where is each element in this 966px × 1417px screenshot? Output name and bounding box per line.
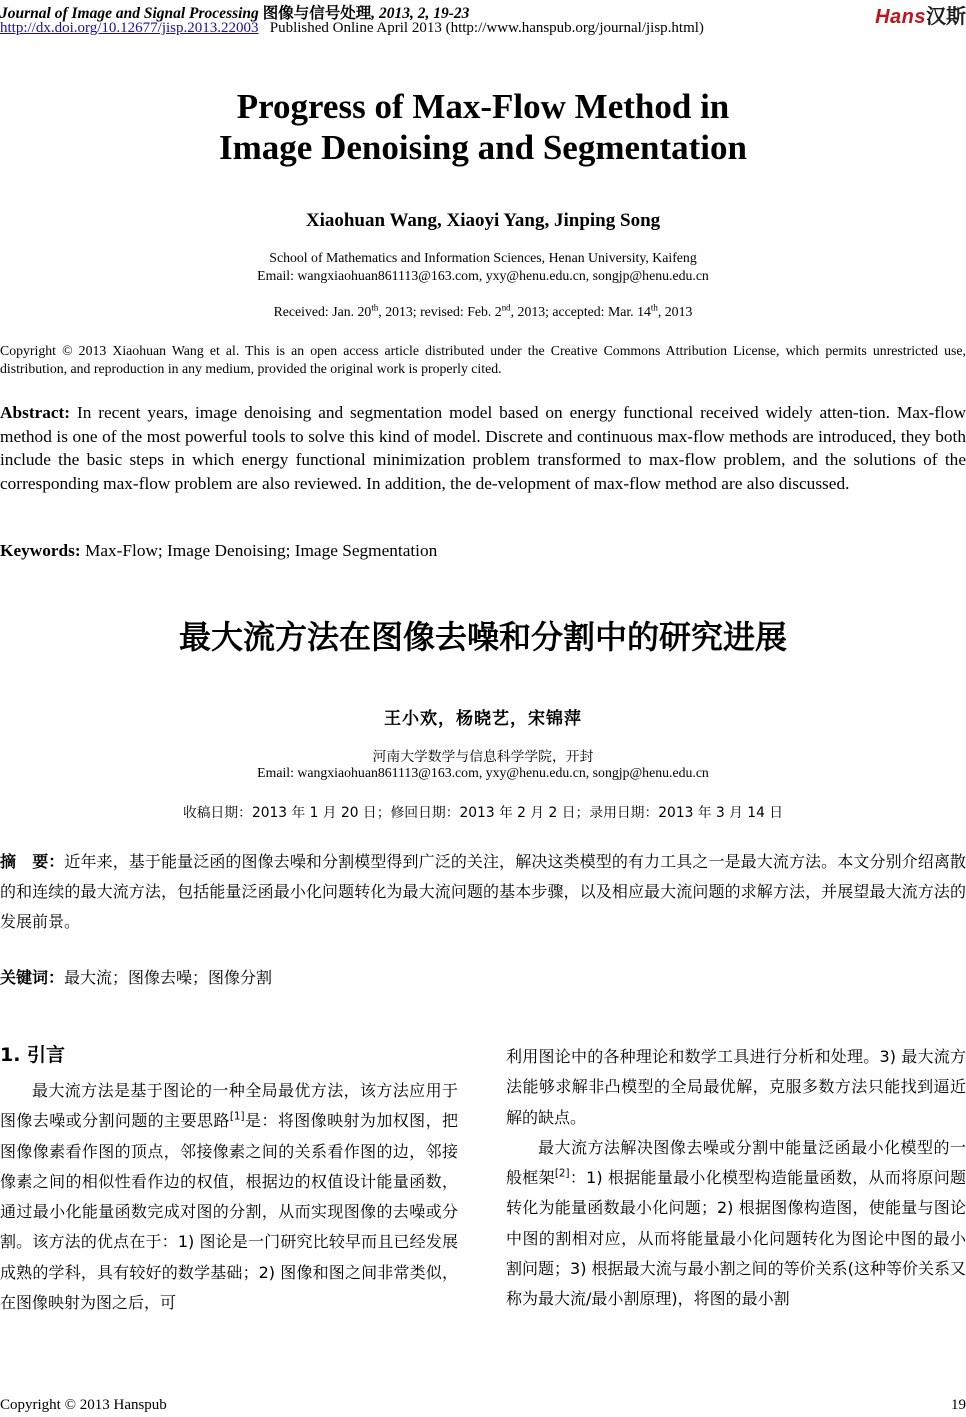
paragraph — [0, 1076, 458, 1318]
email-en: Email: wangxiaohuan861113@163.com, yxy@henu.edu.cn, songjp@henu.edu.cn — [257, 268, 709, 283]
affiliation-cn: 河南大学数学与信息科学学院，开封 — [372, 749, 594, 765]
email-cn: Email: wangxiaohuan861113@163.com, yxy@henu.edu.cn, songjp@henu.edu.cn — [257, 765, 709, 780]
accepted-sup: th — [650, 302, 658, 313]
keywords-cn — [0, 965, 272, 988]
keywords-label-en: Keywords: — [0, 541, 81, 560]
published-online: Published Online April 2013 (http://www.hanspub.org/journal/jisp.html) — [269, 20, 704, 36]
title-line-2: Image Denoising and Segmentation — [219, 128, 747, 167]
doi-link[interactable]: http://dx.doi.org/10.12677/jisp.2013.22003 — [0, 20, 259, 36]
body-column-right — [506, 1042, 966, 1315]
dates-tail: , 2013 — [657, 304, 693, 319]
keywords-text-en: Max-Flow; Image Denoising; Image Segmentation — [84, 541, 438, 560]
body-column-left — [0, 1076, 458, 1318]
paper-title-cn: 最大流方法在图像去噪和分割中的研究进展 — [178, 618, 787, 656]
paragraph-text: ：1) 根据能量最小化模型构造能量函数，从而将原问题转化为能量函数最小化问题；2) 根据图像构造图，使能量与图论中图的割相对应，从而将能量最小化问题转化为图论中图的最小割问题；3) 根据最大流与最小割之间的等价关系(这种等价关系又称为最大流/最小割原理)，将图的最小割 — [506, 1168, 966, 1309]
received-sup: th — [371, 302, 379, 313]
keywords-en — [0, 541, 437, 561]
paragraph-text: 是：将图像映射为加权图，把图像像素看作图的顶点，邻接像素之间的关系看作图的边，邻接像素之间的相似性看作边的权值，根据边的权值设计能量函数，通过最小化能量函数完成对图的分割，从而实现图像的去噪或分割。该方法的优点在于：1) 图论是一门研究比较早而且已经发展成熟的学科，具有较好的数学基础；2) 图像和图之间非常类似，在图像映射为图之后，可 — [0, 1111, 458, 1313]
page-number: 19 — [951, 1397, 966, 1413]
abstract-text-cn: 近年来，基于能量泛函的图像去噪和分割模型得到广泛的关注，解决这类模型的有力工具之一是最大流方法。本文分别介绍离散的和连续的最大流方法，包括能量泛函最小化问题转化为最大流问题的基本步骤，以及相应最大流问题的求解方法，并展望最大流方法的发展前景。 — [0, 852, 966, 931]
journal-name-cn: 图像与信号处理 — [262, 4, 372, 22]
abstract-label-cn: 摘 要： — [0, 852, 65, 871]
paragraph — [506, 1133, 966, 1315]
affiliation-en: School of Mathematics and Information Sciences, Henan University, Kaifeng — [269, 250, 697, 265]
paragraph: 利用图论中的各种理论和数学工具进行分析和处理。3) 最大流方法能够求解非凸模型的全局最优解，克服多数方法只能找到逼近解的缺点。 — [506, 1047, 966, 1127]
reference-2[interactable]: [2] — [554, 1167, 570, 1180]
logo-cn-text: 汉斯 — [926, 4, 966, 28]
dates-cn: 收稿日期：2013 年 1 月 20 日；修回日期：2013 年 2 月 2 日；录用日期：2013 年 3 月 14 日 — [182, 805, 784, 821]
hans-logo — [875, 0, 966, 29]
authors-en: Xiaohuan Wang, Xiaoyi Yang, Jinping Song — [305, 210, 661, 231]
abstract-text-en: In recent years, image denoising and segmentation model based on energy functional received widely atten-tion. Max-flow method is one of the most powerful tools to solve this kind of model. Discrete and continuous max-flow methods are introduced, they both include the basic steps in which energy functional minimization problem transformed to max-flow problem, and the solutions of the corresponding max-flow problem are also reviewed. In addition, the de-velopment of max-flow method are also discussed. — [0, 403, 966, 493]
abstract-cn — [0, 847, 966, 937]
copyright-notice: Copyright © 2013 Xiaohuan Wang et al. This is an open access article distributed under the Creative Commons Attribution License, which permits unrestricted use, distribution, and reproduction in any medium, provided the original work is properly cited. — [0, 343, 966, 376]
paragraph-text: 最大流方法是基于图论的一种全局最优方法，该方法应用于图像去噪或分割问题的主要思路 — [0, 1081, 458, 1131]
accepted-date: , 2013; accepted: Mar. 14 — [510, 304, 651, 319]
dates-en — [0, 304, 966, 320]
reference-1[interactable]: [1] — [229, 1110, 245, 1123]
title-line-1: Progress of Max-Flow Method in — [236, 87, 730, 126]
authors-cn: 王小欢，杨晓艺，宋锦萍 — [384, 709, 582, 729]
received-date: Received: Jan. 20 — [273, 304, 372, 319]
revised-sup: nd — [501, 302, 511, 313]
journal-citation: , 2013, 2, 19-23 — [371, 5, 470, 22]
section-heading-introduction: 1. 引言 — [0, 1044, 66, 1066]
revised-date: , 2013; revised: Feb. 2 — [378, 304, 502, 319]
keywords-label-cn: 关键词： — [0, 968, 65, 987]
paragraph-text: 最大流方法解决图像去噪或分割中能量泛函最小化模型的一般框架 — [506, 1137, 966, 1188]
abstract-en — [0, 401, 966, 495]
footer-copyright: Copyright © 2013 Hanspub — [0, 1397, 167, 1413]
doi-line — [0, 20, 704, 37]
journal-name-en: Journal of Image and Signal Processing — [0, 5, 259, 22]
logo-hans-text: Hans — [875, 6, 926, 28]
keywords-text-cn: 最大流；图像去噪；图像分割 — [64, 968, 273, 987]
abstract-label-en: Abstract: — [0, 403, 71, 422]
paper-title-en — [0, 86, 966, 168]
